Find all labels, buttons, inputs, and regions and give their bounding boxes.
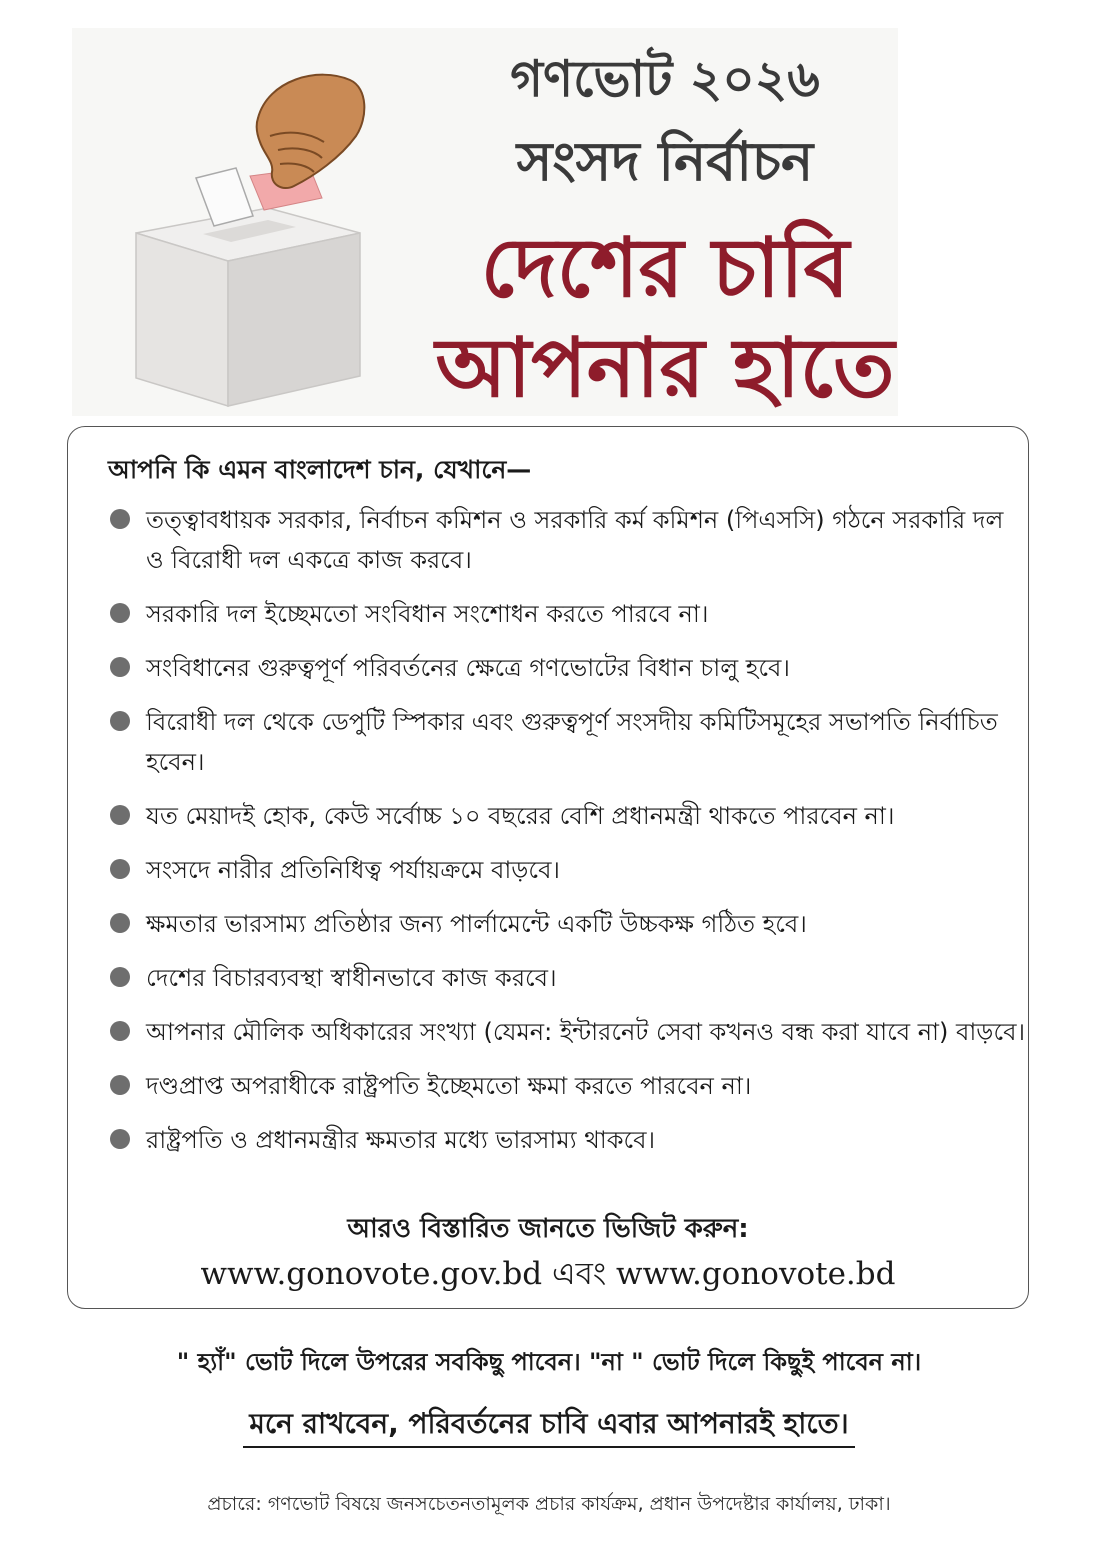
bullet-icon bbox=[110, 805, 130, 825]
list-item bbox=[108, 1012, 1028, 1052]
bullet-icon bbox=[110, 859, 130, 879]
list-item bbox=[108, 1120, 1028, 1160]
panel-intro: আপনি কি এমন বাংলাদেশ চান, যেখানে— bbox=[108, 455, 532, 484]
bullet-icon bbox=[110, 509, 130, 529]
list-item bbox=[108, 958, 1028, 998]
list-item bbox=[108, 1066, 1028, 1106]
list-item bbox=[108, 904, 1028, 944]
list-item-text: সংবিধানের গুরুত্বপূর্ণ পরিবর্তনের ক্ষেত্রে গণভোটের বিধান চালু হবে। bbox=[146, 654, 790, 682]
list-item bbox=[108, 500, 1028, 580]
list-item-text: সংসদে নারীর প্রতিনিধিত্ব পর্যায়ক্রমে বাড়বে। bbox=[146, 856, 561, 884]
visit-label: আরও বিস্তারিত জানতে ভিজিট করুন: bbox=[347, 1214, 749, 1244]
campaign-credit: প্রচারে: গণভোট বিষয়ে জনসচেতনতামূলক প্রচার কার্যক্রম, প্রধান উপদেষ্টার কার্যালয়, ঢাকা। bbox=[207, 1493, 891, 1515]
reminder-line bbox=[0, 1402, 1098, 1449]
bullet-icon bbox=[110, 1129, 130, 1149]
list-item-text: দেশের বিচারব্যবস্থা স্বাধীনভাবে কাজ করবে। bbox=[146, 964, 557, 992]
list-item-text: বিরোধী দল থেকে ডেপুটি স্পিকার এবং গুরুত্বপূর্ণ সংসদীয় কমিটিসমূহের সভাপতি নির্বাচিত হবেন। bbox=[146, 708, 998, 776]
list-item bbox=[108, 594, 1028, 634]
list-item-text: ক্ষমতার ভারসাম্য প্রতিষ্ঠার জন্য পার্লামেন্টে একটি উচ্চকক্ষ গঠিত হবে। bbox=[146, 910, 807, 938]
website-links[interactable]: www.gonovote.gov.bd এবং www.gonovote.bd bbox=[200, 1256, 896, 1292]
bullet-icon bbox=[110, 967, 130, 987]
bullet-list bbox=[108, 500, 1028, 1174]
list-item-text: তত্ত্বাবধায়ক সরকার, নির্বাচন কমিশন ও সরকারি কর্ম কমিশন (পিএসসি) গঠনে সরকারি দল ও বিরোধী দল একত্রে কাজ করবে। bbox=[146, 506, 1004, 574]
bullet-icon bbox=[110, 603, 130, 623]
bullet-icon bbox=[110, 1021, 130, 1041]
header-slogan-line1: দেশের চাবি bbox=[480, 221, 850, 316]
list-item bbox=[108, 850, 1028, 890]
list-item-text: রাষ্ট্রপতি ও প্রধানমন্ত্রীর ক্ষমতার মধ্যে ভারসাম্য থাকবে। bbox=[146, 1126, 656, 1154]
list-item-text: আপনার মৌলিক অধিকারের সংখ্যা (যেমন: ইন্টারনেট সেবা কখনও বন্ধ করা যাবে না) বাড়বে। bbox=[146, 1018, 1026, 1046]
list-item-text: যত মেয়াদই হোক, কেউ সর্বোচ্চ ১০ বছরের বেশি প্রধানমন্ত্রী থাকতে পারবেন না। bbox=[146, 802, 895, 830]
ballot-box-illustration bbox=[118, 58, 378, 408]
list-item-text: সরকারি দল ইচ্ছেমতো সংবিধান সংশোধন করতে পারবে না। bbox=[146, 600, 709, 628]
header-slogan-line2: আপনার হাতে bbox=[435, 321, 895, 416]
bullet-icon bbox=[110, 913, 130, 933]
list-item bbox=[108, 648, 1028, 688]
reminder-text: মনে রাখবেন, পরিবর্তনের চাবি এবার আপনারই হাতে। bbox=[243, 1407, 854, 1448]
bullet-icon bbox=[110, 1075, 130, 1095]
list-item bbox=[108, 796, 1028, 836]
bullet-icon bbox=[110, 657, 130, 677]
header-title-line2: সংসদ নির্বাচন bbox=[516, 130, 814, 193]
list-item-text: দণ্ডপ্রাপ্ত অপরাধীকে রাষ্ট্রপতি ইচ্ছেমতো ক্ষমা করতে পারবেন না। bbox=[146, 1072, 752, 1100]
header-title-line1: গণভোট ২০২৬ bbox=[510, 50, 820, 108]
yes-no-statement: " হ্যাঁ" ভোট দিলে উপরের সবকিছু পাবেন। "না " ভোট দিলে কিছুই পাবেন না। bbox=[176, 1348, 922, 1376]
list-item bbox=[108, 702, 1028, 782]
bullet-icon bbox=[110, 711, 130, 731]
